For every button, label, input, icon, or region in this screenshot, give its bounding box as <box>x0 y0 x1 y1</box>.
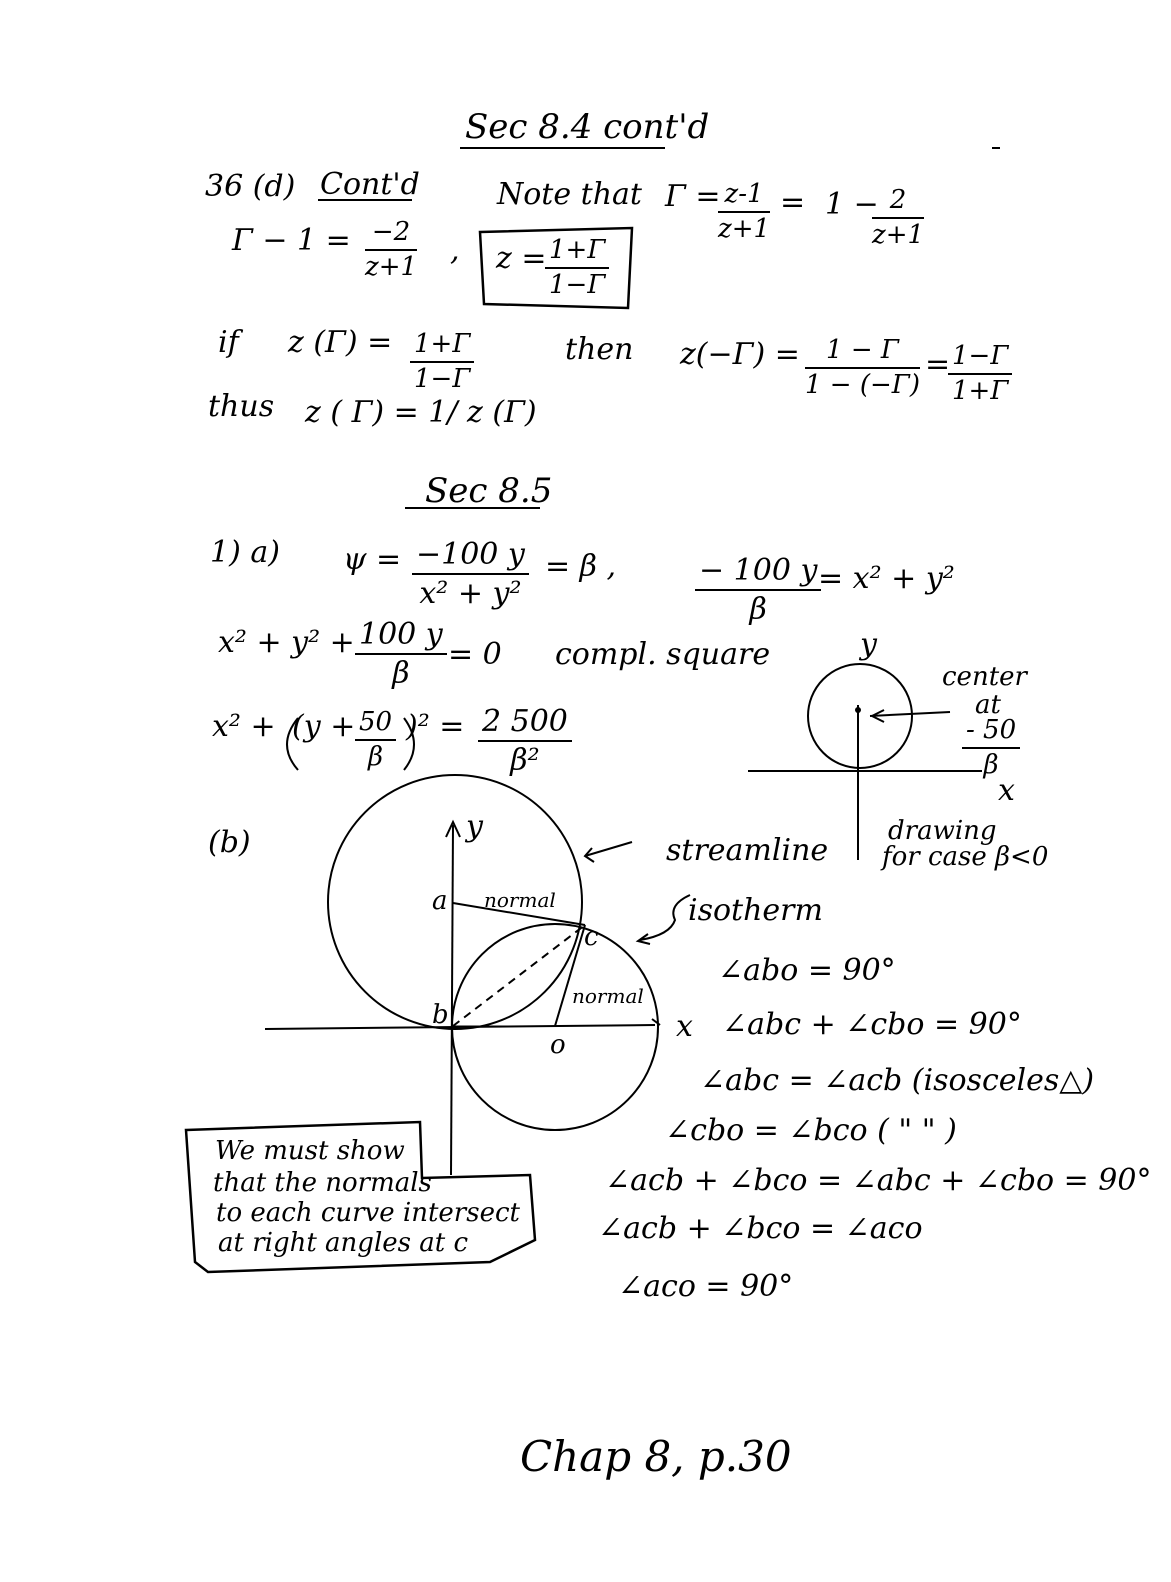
zng2-num: 1−Γ <box>948 342 1012 375</box>
psi-den: x² + y² <box>419 576 522 611</box>
psi-fraction <box>412 538 529 610</box>
line2-num: 100 y <box>355 618 447 655</box>
eq-beta: = β , <box>545 549 617 584</box>
line3-mid: (y + <box>292 709 356 744</box>
boxed-num: 1+Γ <box>545 236 609 269</box>
sketch-center-dot <box>855 707 861 713</box>
zg-den: 1−Γ <box>414 363 471 394</box>
frac2-num: 2 <box>872 186 924 219</box>
rhs-num: − 100 y <box>695 554 821 591</box>
line2-den: β <box>392 656 410 691</box>
line3-rden: β² <box>510 743 540 778</box>
gamma-fraction <box>718 180 770 243</box>
compl-square: compl. square <box>555 637 771 672</box>
z-neg-gamma-lhs: z(−Γ) = <box>680 337 800 372</box>
center-den: β <box>983 749 999 780</box>
line3-close: )² = <box>406 709 465 744</box>
drawing-note-1: drawing <box>888 816 997 846</box>
angle-line-2: ∠abc + ∠cbo = 90° <box>722 1007 1022 1042</box>
angle-line-7: ∠aco = 90° <box>618 1269 794 1304</box>
frac2-den: z+1 <box>872 219 925 250</box>
angle-line-4: ∠cbo = ∠bco ( " " ) <box>665 1113 957 1148</box>
line2-eq: = 0 <box>448 637 502 672</box>
z-neg-gamma-fraction <box>805 336 920 399</box>
point-b-label: b <box>432 1000 449 1030</box>
angle-line-5: ∠acb + ∠bco = ∠abc + ∠cbo = 90° <box>605 1163 1152 1198</box>
two-over-z-plus-one <box>872 186 924 249</box>
center-at-label: at <box>975 690 1001 720</box>
rhs-eq: = x² + y² <box>818 561 955 596</box>
psi-num: −100 y <box>412 538 529 575</box>
center-num: - 50 <box>962 716 1020 749</box>
part-a-label: 1) a) <box>210 535 280 570</box>
gamma-minus-one: Γ − 1 = <box>232 223 351 258</box>
note-line-4: at right angles at c <box>218 1228 469 1258</box>
z-gamma-lhs: z (Γ) = <box>288 325 393 360</box>
page-footer: Chap 8, p.30 <box>520 1432 792 1481</box>
note-line-1: We must show <box>215 1136 405 1166</box>
center-fraction <box>962 716 1020 779</box>
note-line-2: that the normals <box>213 1168 432 1198</box>
sketch-y-label: y <box>860 627 877 662</box>
gamma-eq: Γ = <box>665 179 721 214</box>
boxed-fraction <box>545 236 609 299</box>
zg-num: 1+Γ <box>410 330 474 363</box>
sketch-x-label: x <box>998 773 1015 808</box>
then-label: then <box>565 332 634 367</box>
line3-den: β <box>368 741 384 772</box>
line3-lhs: x² + <box>212 709 276 744</box>
one-minus: 1 − <box>825 187 879 222</box>
line2-lhs: x² + y² + <box>218 625 355 660</box>
boxed-z-lhs: z = <box>496 241 547 276</box>
main-x-label: x <box>676 1009 693 1044</box>
gamma-frac-num: z-1 <box>718 180 770 213</box>
note-that-label: Note that <box>497 177 642 212</box>
main-y-label: y <box>466 809 483 844</box>
main-y-axis <box>451 825 453 1175</box>
line3-fraction <box>355 708 396 771</box>
zng-eq: = <box>925 347 951 382</box>
comma: , <box>450 233 460 268</box>
note-line-3: to each curve intersect <box>216 1198 520 1228</box>
neg2-num: −2 <box>365 218 417 251</box>
line3-num: 50 <box>355 708 396 741</box>
zng-den: 1 − (−Γ) <box>805 369 920 400</box>
normal-label-2: normal <box>572 984 644 1008</box>
center-label: center <box>942 662 1027 692</box>
thus-label: thus <box>208 389 275 424</box>
sec84-title: Sec 8.4 cont'd <box>465 107 710 147</box>
psi-eq: ψ = <box>343 542 402 577</box>
part-b-label: (b) <box>208 825 251 860</box>
boxed-den: 1−Γ <box>549 269 606 300</box>
isotherm-pointer <box>638 895 690 944</box>
sketch-circle <box>808 664 912 768</box>
neg-two-fraction <box>365 218 417 281</box>
neg2-den: z+1 <box>365 251 418 282</box>
angle-line-1: ∠abo = 90° <box>718 953 896 988</box>
line2-fraction <box>355 618 447 690</box>
gamma-frac-den: z+1 <box>718 213 771 244</box>
streamline-pointer <box>585 842 632 862</box>
z-neg-gamma-fraction-2 <box>948 342 1012 405</box>
drawing-note-2: for case β<0 <box>882 842 1049 872</box>
thus-equation: z ( Γ) = 1/ z (Γ) <box>305 395 537 430</box>
sec85-title: Sec 8.5 <box>425 471 553 511</box>
gamma-eq-sign: = <box>780 185 806 220</box>
rhs-fraction <box>695 554 821 626</box>
sketch-center-arrow <box>870 712 950 716</box>
rhs-den: β <box>749 592 767 627</box>
problem-label: 36 (d) <box>205 169 296 204</box>
if-label: if <box>218 325 239 360</box>
zng2-den: 1+Γ <box>952 375 1009 406</box>
line3-rhs-fraction <box>478 705 572 777</box>
point-c-label: c <box>584 922 599 952</box>
z-gamma-fraction <box>410 330 474 393</box>
point-a-label: a <box>432 886 448 916</box>
point-o-label: o <box>550 1030 566 1060</box>
normal-label-1: normal <box>484 888 556 912</box>
streamline-label: streamline <box>666 833 829 868</box>
isotherm-label: isotherm <box>688 893 823 928</box>
zng-num: 1 − Γ <box>805 336 920 369</box>
line3-rnum: 2 500 <box>478 705 572 742</box>
contd-label: Cont'd <box>320 167 420 202</box>
angle-line-6: ∠acb + ∠bco = ∠aco <box>598 1211 923 1246</box>
angle-line-3: ∠abc = ∠acb (isosceles△) <box>700 1063 1095 1098</box>
